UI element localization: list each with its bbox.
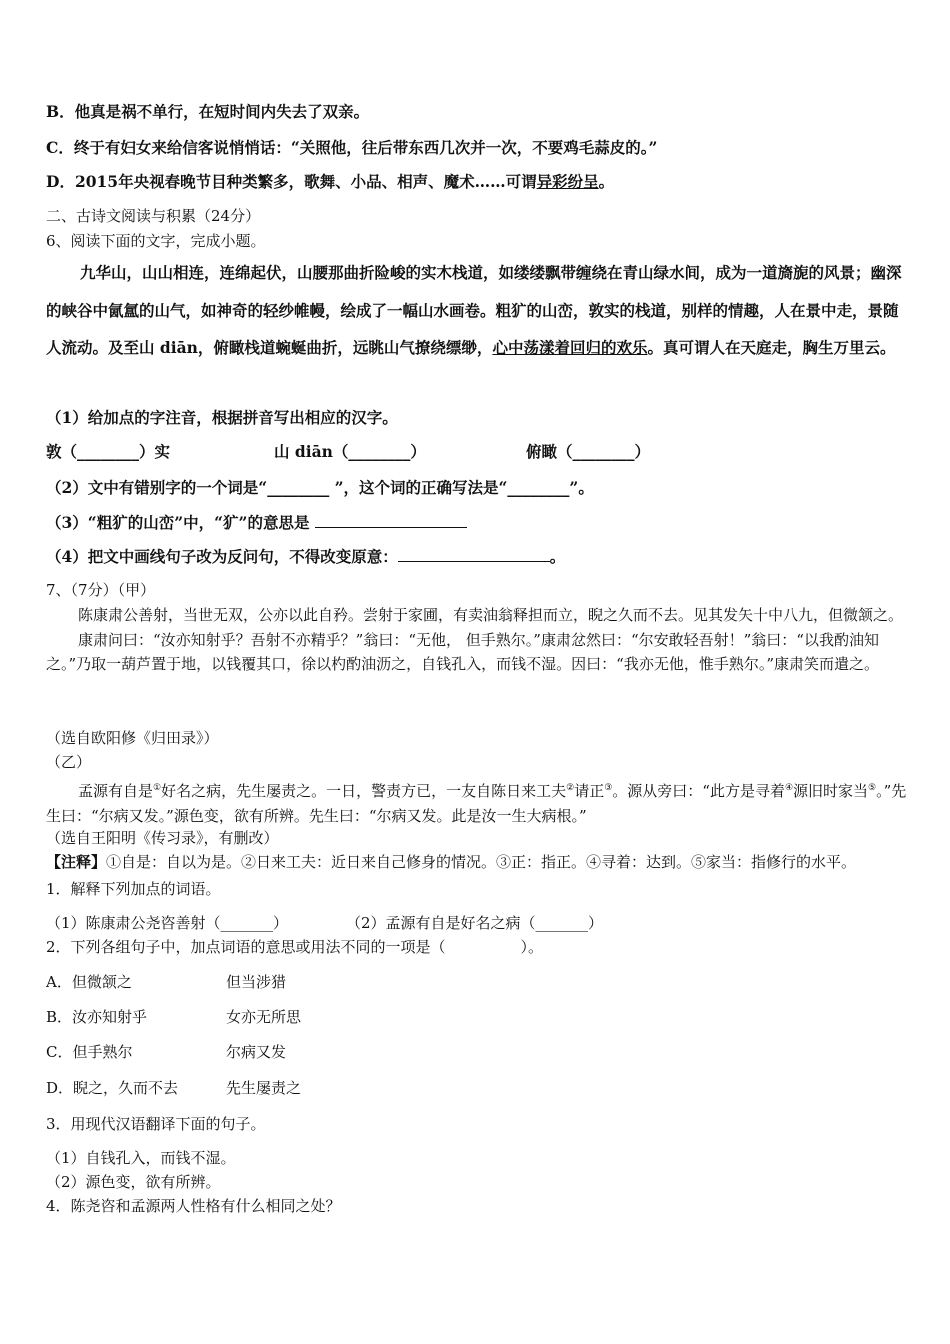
q7-sub2: 2．下列各组句子中，加点词语的意思或用法不同的一项是（ ）。 xyxy=(46,938,544,956)
q7-option-c-right: 尔病又发 xyxy=(226,1043,287,1061)
q7-option-d xyxy=(46,1078,302,1098)
q7-sub1-a: （1）陈康肃公尧咨善射（_______） xyxy=(46,914,289,932)
q7-sub3: 3．用现代汉语翻译下面的句子。 xyxy=(46,1115,266,1133)
q7-option-b-right: 女亦无所思 xyxy=(226,1008,302,1026)
q5-option-d-underlined: 异彩纷呈 xyxy=(536,172,599,191)
q7-yi-text-a: 孟源有自是 xyxy=(78,782,154,800)
q7-option-a xyxy=(46,972,287,992)
q5-option-c: C．终于有妇女来给信客说悄悄话：“关照他，往后带东西几次并一次，不要鸡毛蒜皮的。” xyxy=(46,138,658,157)
q6-sub4-blank[interactable] xyxy=(398,546,550,562)
q6-passage xyxy=(46,254,906,367)
q6-sub4-prefix: （4）把文中画线句子改为反问句，不得改变原意： xyxy=(46,547,398,566)
q6-sub4-suffix: 。 xyxy=(549,547,566,566)
q6-title: 6、阅读下面的文字，完成小题。 xyxy=(46,232,266,250)
q5-option-b: B．他真是祸不单行，在短时间内失去了双亲。 xyxy=(46,102,370,121)
note-marker-5: ⑤ xyxy=(868,783,877,793)
q6-passage-before: 九华山，山山相连，连绵起伏，山腰那曲折险峻的实木栈道，如缕缕飘带缠绕在青山绿水间，成为一道旖旎的风景；幽深的峡谷中氤氲的山气，如神奇的轻纱帷幔，绘成了一幅山水画卷。粗犷的山峦，敦实的栈道，别样的情趣，人在景中走，景随人流动。及至山 diān，俯瞰栈道蜿蜒曲折，远眺山气撩绕缥缈， xyxy=(46,263,902,357)
section2-title: 二、古诗文阅读与积累（24分） xyxy=(46,207,261,225)
q7-jia-p1: 陈康肃公善射，当世无双，公亦以此自矜。尝射于家圃，有卖油翁释担而立，睨之久而不去。见其发矢十中八九，但微颔之。 xyxy=(78,606,904,624)
q7-jia-source: （选自欧阳修《归田录》） xyxy=(46,729,219,747)
note-marker-4: ④ xyxy=(784,783,794,793)
q7-option-c xyxy=(46,1042,287,1062)
q7-sub3-2: （2）源色变，欲有所辨。 xyxy=(46,1173,221,1191)
q7-yi-text-e: 源旧时家当 xyxy=(793,782,869,800)
note-marker-2: ② xyxy=(566,783,575,793)
q7-option-c-left: C．但手熟尔 xyxy=(46,1043,133,1061)
q7-option-d-right: 先生屡责之 xyxy=(226,1079,302,1097)
q6-sub3-prefix: （3）“粗犷的山峦”中，“犷”的意思是 xyxy=(46,513,315,532)
q6-sub3-blank[interactable] xyxy=(315,512,467,528)
q6-sub1: （1）给加点的字注音，根据拼音写出相应的汉字。 xyxy=(46,408,398,427)
q7-option-a-left: A．但微颔之 xyxy=(46,973,132,991)
q5-option-d-suffix: 。 xyxy=(598,172,615,191)
q7-yi-text-d: 。源从旁曰：“此方是寻着 xyxy=(612,782,785,800)
q7-yi-passage xyxy=(46,776,910,828)
q7-notes-label: 【注释】 xyxy=(46,853,107,871)
q7-notes-text: ①自是：自以为是。②日来工夫：近日来自己修身的情况。③正：指正。④寻着：达到。⑤家当：指修行的水平。 xyxy=(106,853,857,871)
q6-passage-after: 。真可谓人在天庭走，胸生万里云。 xyxy=(647,338,896,357)
q5-option-d-prefix: D．2015年央视春晚节目种类繁多，歌舞、小品、相声、魔术……可谓 xyxy=(46,172,537,191)
q7-option-d-left: D．睨之，久而不去 xyxy=(46,1079,179,1097)
q7-notes xyxy=(46,852,856,872)
q5-option-d xyxy=(46,172,614,192)
q6-sub3 xyxy=(46,512,467,533)
q7-yi-source: （选自王阳明《传习录》，有删改） xyxy=(46,829,279,847)
note-marker-3: ③ xyxy=(604,783,613,793)
q7-jia-passage xyxy=(46,603,910,677)
q7-yi-text-f: 。”先生曰：“尔病又发。”源色变，欲有所辨。先生曰：“尔病又发。此是汝一生大病根。” xyxy=(46,782,907,825)
q6-fill1-b: 山 diān（________） xyxy=(274,442,426,461)
q7-jia-p2: 康肃问曰：“汝亦知射乎？吾射不亦精乎？”翁曰：“无他， 但手熟尔。”康肃忿然曰：“尔安敢轻吾射！”翁曰：“以我酌油知之。”乃取一葫芦置于地，以钱覆其口，徐以杓酌油沥之，自钱孔入，而钱不湿。因曰：“我亦无他，惟手熟尔。”康肃笑而遣之。 xyxy=(46,630,880,673)
q6-sub4 xyxy=(46,546,565,567)
q7-sub4: 4．陈尧咨和孟源两人性格有什么相同之处？ xyxy=(46,1197,341,1215)
q6-fill1-c: 俯瞰（________） xyxy=(526,442,651,461)
q7-option-b-left: B．汝亦知射乎 xyxy=(46,1008,148,1026)
q6-fill1-a: 敦（________）实 xyxy=(46,442,171,461)
q7-option-a-right: 但当涉猎 xyxy=(226,973,287,991)
q7-option-b xyxy=(46,1007,302,1027)
q7-yi-text-b: 好名之病，先生屡责之。一日，警责方已，一友自陈日来工夫 xyxy=(161,782,567,800)
q7-sub1: 1．解释下列加点的词语。 xyxy=(46,880,221,898)
q7-yi-label: （乙） xyxy=(46,753,92,771)
q7-sub1-b: （2）孟源有自是好名之病（_______） xyxy=(346,914,604,932)
note-marker-1: ① xyxy=(153,783,162,793)
q6-passage-underlined: 心中荡漾着回归的欢乐 xyxy=(492,338,648,357)
q6-sub2: （2）文中有错别字的一个词是“________ ”，这个词的正确写法是“________”。 xyxy=(46,478,594,497)
q7-sub3-1: （1）自钱孔入，而钱不湿。 xyxy=(46,1149,236,1167)
q7-title: 7、（7分）（甲） xyxy=(46,581,156,599)
q7-yi-text-c: 请正 xyxy=(574,782,605,800)
